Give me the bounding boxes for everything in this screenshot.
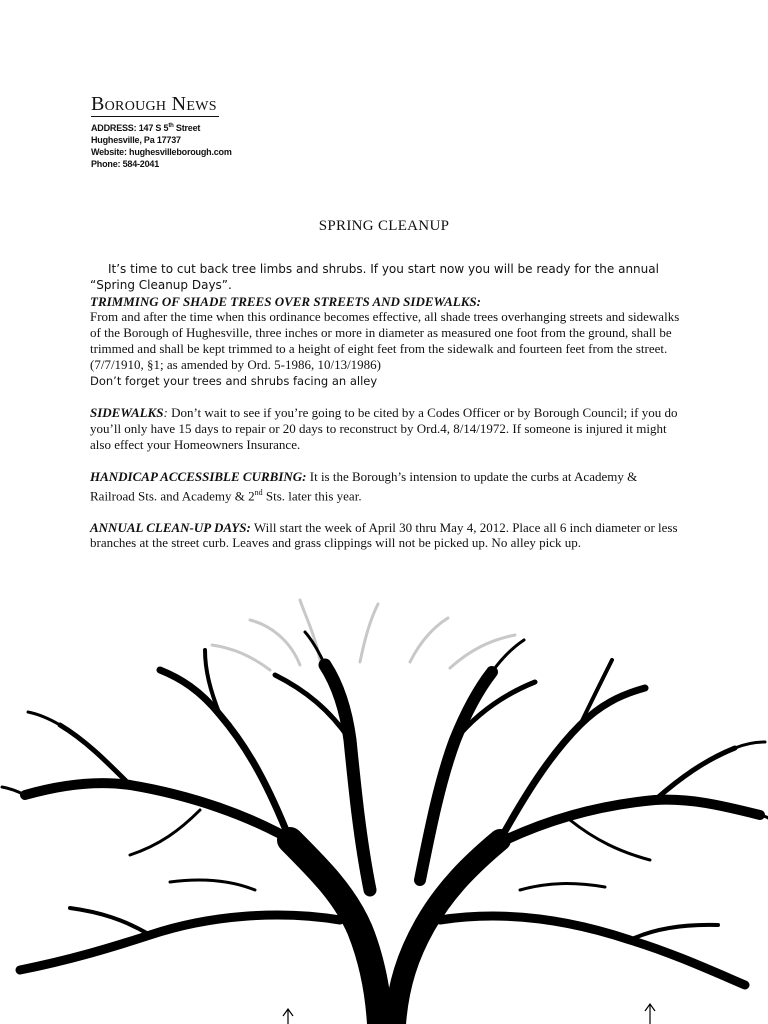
masthead	[91, 92, 391, 170]
article-headline: SPRING CLEANUP	[318, 218, 450, 234]
curbing-sup: nd	[254, 487, 263, 497]
curbing-body-b: Sts. later this year.	[262, 487, 362, 503]
curbing-heading: HANDICAP ACCESSIBLE CURBING:	[90, 468, 307, 484]
tree-illustration	[0, 590, 768, 1024]
phone-line: Phone: 584-2041	[91, 159, 160, 169]
curbing-body-a: It is the Borough’s intension to update the curbs at Academy & Railroad Sts. and Academy & 2	[90, 468, 638, 503]
city-line: Hughesville, Pa 17737	[91, 135, 181, 145]
website-line: Website: hughesvilleborough.com	[91, 147, 232, 157]
tree-branches	[2, 632, 768, 1024]
sidewalks-heading: SIDEWALKS	[90, 405, 164, 421]
trimming-body: From and after the time when this ordinance becomes effective, all shade trees overhanging streets and sidewalks of the Borough of Hughesville, three inches or more in diameter as measured one foot from the ground, shall be trimmed and shall be kept trimmed to a height of eight feet from the sidewalk and fourteen feet from the street. (7/7/1910, §1; as amended by Ord. 5-1986, 10/13/1986)	[90, 309, 680, 372]
trimming-heading: TRIMMING OF SHADE TREES OVER STREETS AND SIDEWALKS:	[90, 293, 481, 309]
address-sup: th	[168, 123, 174, 129]
trimming-note: Don’t forget your trees and shrubs facing an alley	[90, 373, 378, 388]
cleanup-section	[90, 520, 680, 552]
cleanup-heading: ANNUAL CLEAN-UP DAYS:	[90, 519, 251, 535]
intro-line2: “Spring Cleanup Days”.	[90, 277, 232, 292]
sidewalks-colon: :	[163, 405, 168, 421]
sidewalks-section	[90, 405, 680, 452]
address-suffix: Street	[173, 123, 201, 133]
tree-arrows	[283, 1004, 655, 1024]
intro-paragraph	[90, 262, 680, 294]
curbing-section	[90, 469, 680, 504]
article-body	[90, 262, 680, 551]
masthead-title: Borough News	[91, 93, 217, 115]
address-label: ADDRESS: 147 S 5	[91, 123, 169, 133]
trimming-section	[90, 294, 680, 390]
masthead-info	[91, 120, 391, 170]
sidewalks-body: Don’t wait to see if you’re going to be cited by a Codes Officer or by Borough Council; if you do you’ll only have 15 days to repair or 20 days to reconstruct by Ord.4, 8/14/1972. If someone is injured it might also effect your Homeowners Insurance.	[90, 405, 678, 452]
address-line	[91, 120, 391, 134]
intro-line1: It’s time to cut back tree limbs and shrubs. If you start now you will be ready for the annual	[108, 262, 659, 276]
faded-crown	[212, 600, 515, 670]
cleanup-body: Will start the week of April 30 thru May 4, 2012. Place all 6 inch diameter or less branches at the street curb. Leaves and grass clippings will not be picked up. No alley pick up.	[90, 519, 678, 551]
